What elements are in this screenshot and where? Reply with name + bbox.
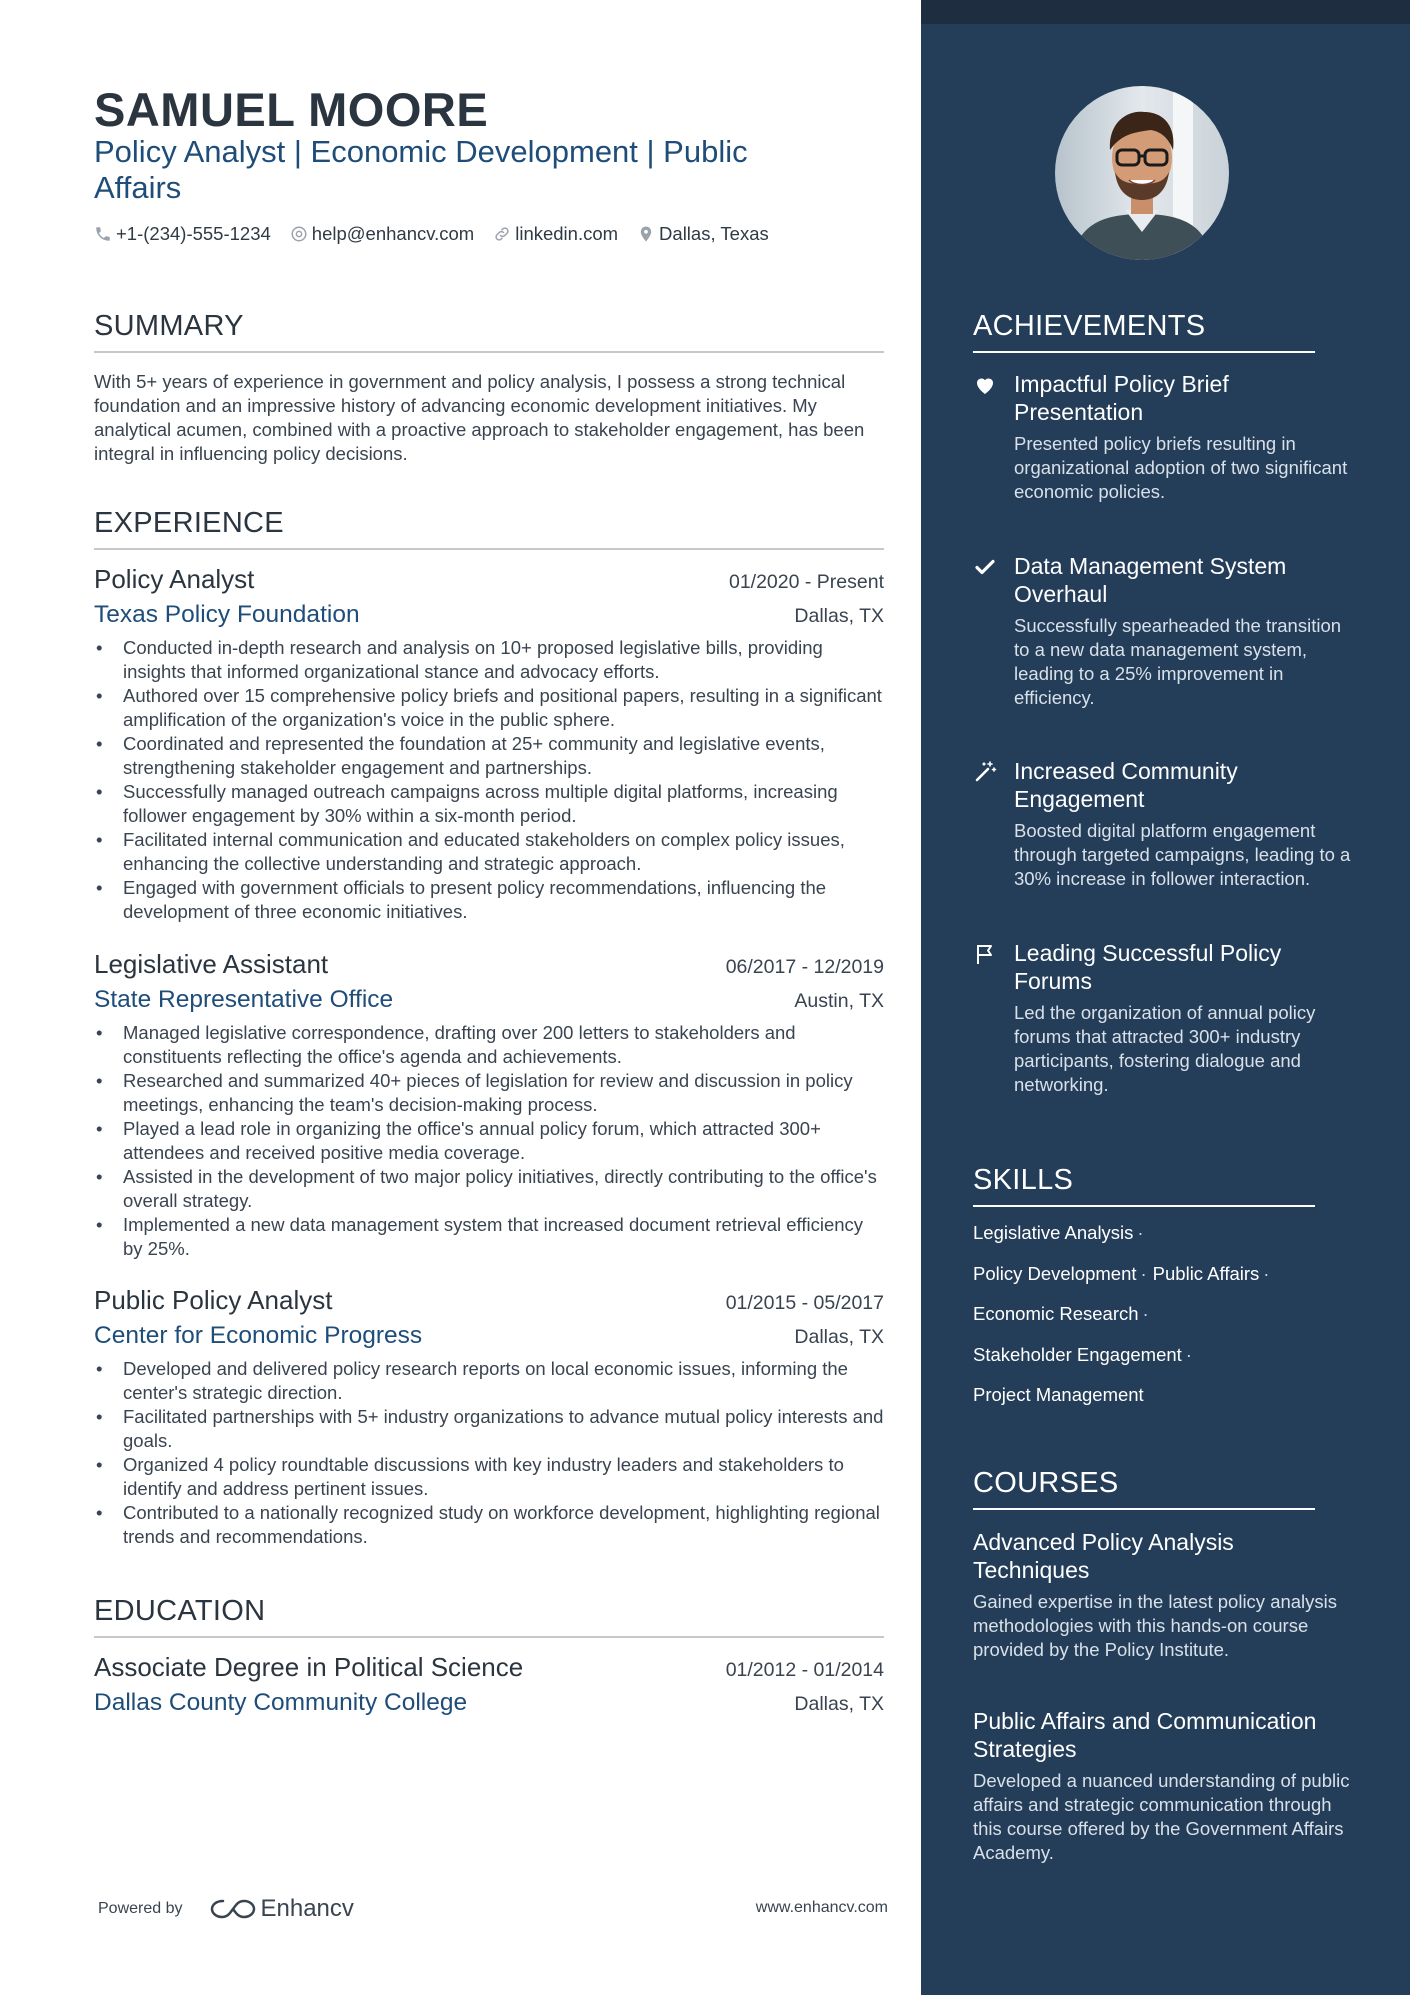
job-bullet: • Engaged with government officials to present policy recommendations, influencing the development of three economic initiatives. (94, 876, 884, 924)
education-heading: EDUCATION (94, 1595, 884, 1638)
achievement-desc: Successfully spearheaded the transition to a new data management system, leading to a 25% improvement in efficiency. (1014, 615, 1342, 708)
experience-heading: EXPERIENCE (94, 507, 884, 550)
school-name: Dallas County Community College (94, 1689, 468, 1716)
skill-item: Economic Research (973, 1303, 1139, 1324)
job-dates: 01/2020 - Present (728, 571, 884, 593)
achievement-title: Impactful Policy Brief Presentation (1014, 371, 1229, 425)
education-entry (94, 1652, 884, 1724)
job-bullet: • Conducted in-depth research and analysis on 10+ proposed legislative bills, providing insights that informed organizational stance and advocacy efforts. (94, 636, 884, 684)
magic-wand-icon (973, 760, 997, 784)
summary-text: With 5+ years of experience in government and policy analysis, I possess a strong technical foundation and an impressive history of advancing economic development initiatives. My analytical acumen, combined with a proactive approach to stakeholder engagement, has been integral in influencing policy decisions. (94, 371, 865, 464)
job-location: Dallas, TX (794, 1326, 884, 1348)
job-bullet: • Managed legislative correspondence, drafting over 200 letters to stakeholders and constituents reflecting the office's agenda and achievements. (94, 1021, 884, 1069)
job-title: Policy Analyst (94, 564, 255, 594)
enhancv-logo[interactable] (209, 1895, 354, 1923)
job-bullet: • Assisted in the development of two major policy initiatives, directly contributing to the office's overall strategy. (94, 1165, 884, 1213)
course-title: Public Affairs and Communication Strategies (973, 1708, 1317, 1762)
job-bullet: • Successfully managed outreach campaigns across multiple digital platforms, increasing follower engagement by 30% within a six-month period. (94, 780, 884, 828)
job-location: Dallas, TX (794, 605, 884, 627)
skills-heading: SKILLS (973, 1164, 1315, 1207)
achievements-heading: ACHIEVEMENTS (973, 310, 1315, 353)
candidate-headline: Policy Analyst | Economic Development | Public Affairs (94, 134, 748, 205)
skill-item: Legislative Analysis (973, 1222, 1134, 1243)
job-title: Public Policy Analyst (94, 1285, 333, 1315)
sidebar (921, 0, 1410, 1995)
job-bullets (94, 636, 884, 924)
contact-bar (94, 223, 788, 245)
degree-title: Associate Degree in Political Science (94, 1652, 524, 1682)
enhancv-logo-icon (209, 1897, 257, 1921)
education-dates: 01/2012 - 01/2014 (725, 1659, 884, 1681)
link-icon (493, 225, 511, 243)
job-bullet: • Organized 4 policy roundtable discussions with key industry leaders and stakeholders to identify and address pertinent issues. (94, 1453, 884, 1501)
phone-text: +1-(234)-555-1234 (116, 223, 271, 244)
achievement-desc: Boosted digital platform engagement through targeted campaigns, leading to a 30% increase in follower interaction. (1014, 820, 1351, 889)
job-entry (94, 1285, 884, 1549)
powered-by-text: Powered by (98, 1900, 183, 1917)
course-item (973, 1707, 1353, 1865)
phone-icon (94, 225, 112, 243)
enhancv-brand-text: Enhancv (260, 1895, 354, 1922)
contact-phone[interactable] (94, 223, 271, 245)
skill-item: Public Affairs (1152, 1262, 1260, 1284)
footer-url-link[interactable]: www.enhancv.com (755, 1899, 888, 1916)
contact-location (637, 223, 769, 245)
email-text: help@enhancv.com (311, 223, 475, 244)
job-title: Legislative Assistant (94, 949, 329, 979)
avatar (1055, 86, 1229, 260)
achievement-item (973, 552, 1353, 710)
job-bullet: • Coordinated and represented the foundation at 25+ community and legislative events, strengthening stakeholder engagement and partnerships. (94, 732, 884, 780)
location-text: Dallas, Texas (659, 223, 769, 244)
job-dates: 06/2017 - 12/2019 (725, 956, 884, 978)
check-icon (973, 555, 997, 579)
job-bullet: • Authored over 15 comprehensive policy briefs and positional papers, resulting in a significant amplification of the organization's voice in the public sphere. (94, 684, 884, 732)
course-desc: Gained expertise in the latest policy analysis methodologies with this hands-on course provided by the Policy Institute. (973, 1591, 1338, 1660)
job-bullet: • Played a lead role in organizing the office's annual policy forum, which attracted 300+ attendees and received positive media coverage. (94, 1117, 884, 1165)
job-company: State Representative Office (94, 986, 394, 1013)
job-bullet: • Contributed to a nationally recognized study on workforce development, highlighting regional trends and recommendations. (94, 1501, 884, 1549)
achievement-title: Leading Successful Policy Forums (1014, 940, 1282, 994)
job-bullet: • Facilitated partnerships with 5+ industry organizations to advance mutual policy interests and goals. (94, 1405, 884, 1453)
job-entry (94, 564, 884, 924)
job-bullet: • Facilitated internal communication and educated stakeholders on complex policy issues, enhancing the collective understanding and strategic approach. (94, 828, 884, 876)
achievement-desc: Led the organization of annual policy forums that attracted 300+ industry participants, fostering dialogue and networking. (1014, 1002, 1316, 1095)
job-bullets (94, 1021, 884, 1261)
sidebar-top-strip (921, 0, 1410, 24)
contact-email[interactable] (290, 223, 474, 245)
achievement-title: Increased Community Engagement (1014, 758, 1238, 812)
school-location: Dallas, TX (794, 1693, 884, 1715)
heart-icon (973, 373, 997, 397)
achievement-item (973, 370, 1353, 504)
job-bullet: • Researched and summarized 40+ pieces of legislation for review and discussion in policy meetings, enhancing the team's decision-making process. (94, 1069, 884, 1117)
course-title: Advanced Policy Analysis Techniques (973, 1529, 1234, 1583)
job-dates: 01/2015 - 05/2017 (725, 1292, 884, 1314)
job-bullets (94, 1357, 884, 1549)
job-location: Austin, TX (794, 990, 884, 1012)
achievement-desc: Presented policy briefs resulting in organizational adoption of two significant economic policies. (1014, 433, 1348, 502)
linkedin-text: linkedin.com (515, 223, 619, 244)
skills-list: Legislative Analysis · Policy Development · Public Affairs · Economic Research · Stakeholder Engagement · Project Management (973, 1222, 1270, 1405)
contact-linkedin[interactable] (493, 223, 618, 245)
flag-icon (973, 942, 997, 966)
skill-item: Project Management (973, 1384, 1144, 1405)
at-icon (290, 225, 308, 243)
profile-photo (1055, 86, 1229, 260)
job-company: Texas Policy Foundation (94, 601, 360, 628)
location-pin-icon (637, 225, 655, 243)
skill-item: Policy Development (973, 1262, 1137, 1284)
job-entry (94, 949, 884, 1261)
job-bullet: • Developed and delivered policy research reports on local economic issues, informing the center's strategic direction. (94, 1357, 884, 1405)
candidate-name: SAMUEL MOORE (94, 83, 489, 136)
skill-item: Stakeholder Engagement (973, 1343, 1182, 1365)
achievement-item (973, 939, 1353, 1097)
course-item (973, 1528, 1353, 1662)
job-bullet: • Implemented a new data management system that increased document retrieval efficiency by 25%. (94, 1213, 884, 1261)
footer-branding (98, 1895, 354, 1923)
summary-heading: SUMMARY (94, 310, 884, 353)
achievement-item (973, 757, 1353, 891)
job-company: Center for Economic Progress (94, 1322, 423, 1349)
courses-heading: COURSES (973, 1467, 1315, 1510)
course-desc: Developed a nuanced understanding of public affairs and strategic communication through this course offered by the Government Affairs Academy. (973, 1770, 1350, 1863)
achievement-title: Data Management System Overhaul (1014, 553, 1287, 607)
